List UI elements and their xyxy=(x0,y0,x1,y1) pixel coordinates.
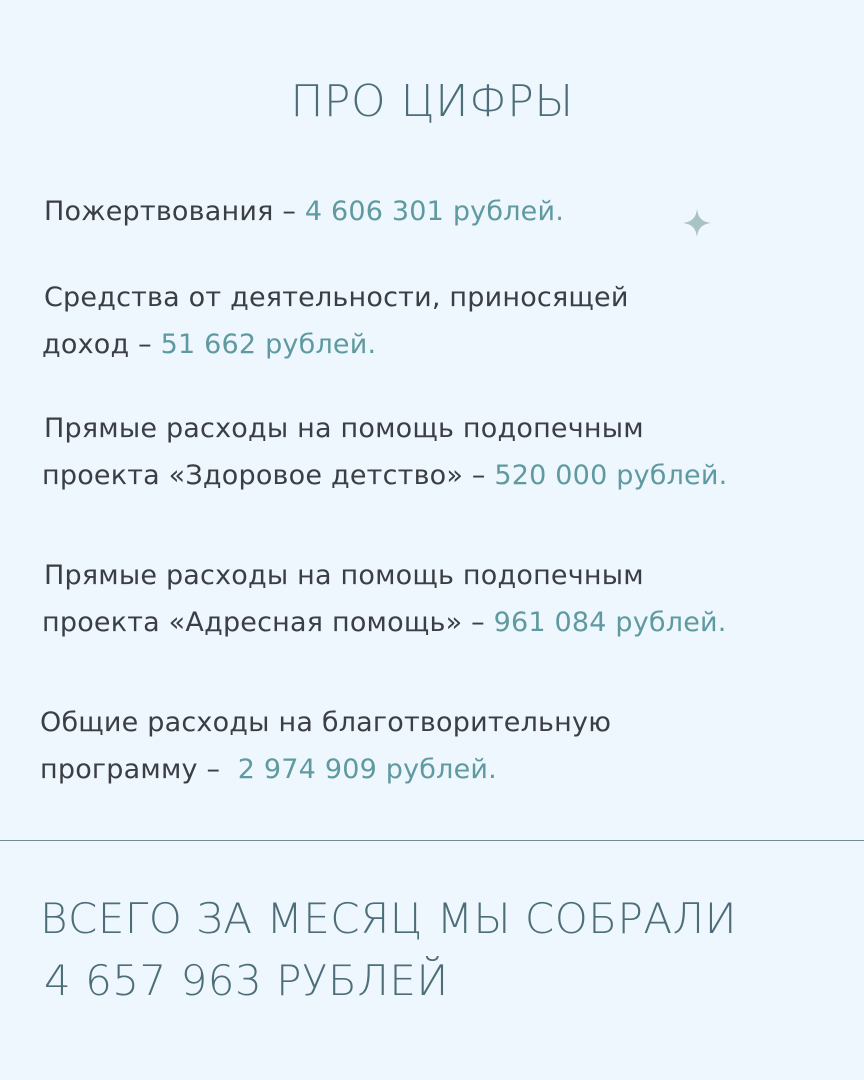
page-title: ПРО ЦИФРЫ xyxy=(290,76,574,127)
donations-label: Пожертвования – xyxy=(44,196,305,227)
income-activity-item xyxy=(44,274,629,368)
targeted-help-item xyxy=(44,552,727,646)
program-expenses-label-line2: программу – xyxy=(40,754,238,785)
income-activity-label-line2: доход – xyxy=(42,329,161,360)
healthy-childhood-label-line1: Прямые расходы на помощь подопечным xyxy=(44,413,644,444)
program-expenses-item xyxy=(40,699,611,793)
donations-item xyxy=(44,188,564,235)
income-activity-label-line1: Средства от деятельности, приносящей xyxy=(44,282,629,313)
sparkle-icon xyxy=(682,208,712,238)
donations-amount: 4 606 301 рублей. xyxy=(304,196,564,227)
divider xyxy=(0,840,864,841)
total-amount: 4 657 963 РУБЛЕЙ xyxy=(44,956,449,1005)
program-expenses-amount: 2 974 909 рублей. xyxy=(237,754,497,785)
targeted-help-amount: 961 084 рублей. xyxy=(493,607,727,638)
healthy-childhood-label-line2: проекта «Здоровое детство» – xyxy=(42,460,495,491)
income-activity-amount: 51 662 рублей. xyxy=(160,329,377,360)
healthy-childhood-item xyxy=(44,405,727,499)
program-expenses-label-line1: Общие расходы на благотворительную xyxy=(40,707,612,738)
targeted-help-label-line1: Прямые расходы на помощь подопечным xyxy=(44,560,644,591)
total-line1: ВСЕГО ЗА МЕСЯЦ МЫ СОБРАЛИ xyxy=(40,894,737,943)
healthy-childhood-amount: 520 000 рублей. xyxy=(494,460,728,491)
total-summary xyxy=(40,888,737,1012)
targeted-help-label-line2: проекта «Адресная помощь» – xyxy=(42,607,494,638)
